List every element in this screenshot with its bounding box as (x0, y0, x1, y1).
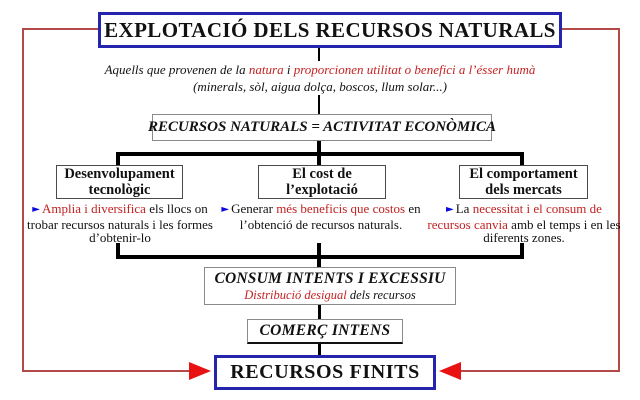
feedback-line-left-top (22, 28, 100, 30)
title-box (98, 12, 562, 48)
page-title: EXPLOTACIÓ DELS RECURSOS NATURALS (104, 17, 556, 42)
factor-note-markets: ► La necessitat i el consum de recursos canvia amb el temps i en les diferents zones. (427, 201, 621, 245)
feedback-line-left-bottom (22, 370, 189, 372)
equation-box: RECURSOS NATURALS = ACTIVITAT ECONÒMICA (152, 114, 492, 141)
definition-line1: Aquells que provenen de la natura i proporcionen utilitat o benefici a l’ésser humà (104, 62, 536, 77)
feedback-line-left-vertical (22, 28, 24, 372)
feedback-line-right-bottom (461, 370, 618, 372)
triangle-bullet-icon: ► (221, 204, 230, 215)
definition-text (70, 61, 570, 95)
right-arrowhead-icon (439, 362, 461, 380)
result-box: RECURSOS FINITS (214, 355, 436, 390)
branch-drop-center (317, 152, 321, 166)
triangle-bullet-icon: ► (446, 204, 454, 215)
definition-examples: (minerals, sòl, aigua dolça, boscos, llum solar...) (193, 79, 447, 94)
feedback-line-right-top (560, 28, 620, 30)
factor-box-technology: Desenvolupament tecnològic (56, 165, 183, 199)
left-arrowhead-icon (189, 362, 211, 380)
distribution-note: Distribució desigual dels recursos (244, 287, 416, 302)
trade-box: COMERÇ INTENS (247, 319, 403, 344)
factor-note-technology: ► Amplia i diversifica els llocs on trobar recursos naturals i les formes d’obtenir-lo (27, 201, 213, 245)
consumption-box: CONSUM INTENTS I EXCESSIU Distribució desigual dels recursos (204, 267, 456, 305)
factor-box-cost: El cost de l’explotació (258, 165, 386, 199)
factor-box-markets: El comportament dels mercats (459, 165, 588, 199)
connector-consumption-to-trade (318, 304, 321, 320)
feedback-line-right-vertical (618, 28, 620, 372)
factor-note-cost: ► Generar més beneficis que costos en l’obtenció de recursos naturals. (221, 201, 421, 232)
triangle-bullet-icon: ► (32, 204, 40, 215)
branch-drop-left (116, 152, 120, 166)
branch-drop-right (520, 152, 524, 166)
